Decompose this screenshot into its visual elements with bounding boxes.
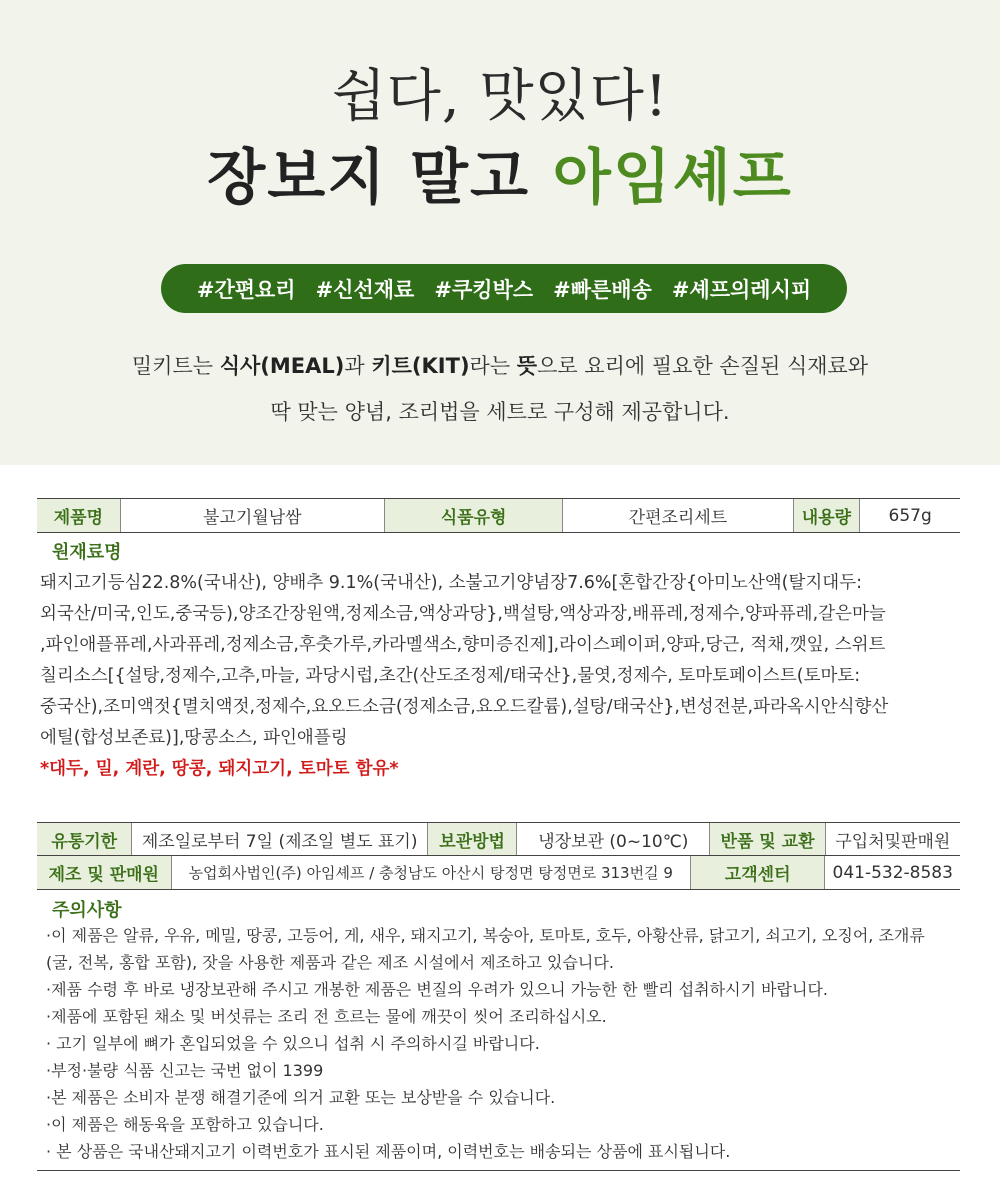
intro-emphasis: 식사(MEAL) xyxy=(219,354,345,378)
hashtag-bar xyxy=(161,264,847,313)
manufacturer-value: 농업회사법인(주) 아임셰프 / 충청남도 아산시 탕정면 탕정면로 313번길 9 xyxy=(171,856,690,889)
return-value: 구입처및판매원 xyxy=(825,823,960,855)
hero-title-main: 장보지 말고 xyxy=(207,143,553,213)
storage-info-row xyxy=(37,823,960,855)
cautions-label: 주의사항 xyxy=(52,900,122,921)
hero-title xyxy=(0,130,1000,216)
table-bottom-rule xyxy=(37,1170,960,1171)
amount-value: 657g xyxy=(859,499,960,532)
ingredients-line: ,파인애플퓨레,사과퓨레,정제소금,후춧가루,카라멜색소,향미증진제],라이스페이퍼,양파,당근, 적채,깻잎, 스위트 xyxy=(40,635,886,655)
hashtag: #쿠킹박스 xyxy=(434,277,534,302)
intro-line-2: 딱 맞는 양념, 조리법을 세트로 구성해 제공합니다. xyxy=(270,400,730,424)
customer-center-label: 고객센터 xyxy=(690,856,825,889)
return-label: 반품 및 교환 xyxy=(709,823,824,855)
caution-item: (굴, 전복, 홍합 포함), 잣을 사용한 제품과 같은 제조 시설에서 제조하고 있습니다. xyxy=(46,953,614,972)
product-name-value: 불고기월남쌈 xyxy=(120,499,384,532)
hashtag: #간편요리 xyxy=(196,277,296,302)
hero-title-brand: 아임셰프 xyxy=(552,143,793,213)
intro-text: 밀키트는 xyxy=(131,354,220,378)
cautions-list xyxy=(46,922,966,1165)
caution-item: · 본 상품은 국내산돼지고기 이력번호가 표시된 제품이며, 이력번호는 배송되는 상품에 표시됩니다. xyxy=(46,1142,731,1161)
manufacturer-row xyxy=(37,856,960,889)
storage-value: 냉장보관 (0~10℃) xyxy=(516,823,709,855)
intro-emphasis: 뜻 xyxy=(516,354,538,378)
ingredients-line: 칠리소스[{설탕,정제수,고추,마늘, 과당시럽,초간(산도조정제/태국산},물엿,정제수, 토마토페이스트(토마토: xyxy=(40,666,861,686)
intro-text: 과 xyxy=(344,354,372,378)
hashtag: #셰프의레시피 xyxy=(671,277,812,302)
manufacturer-label: 제조 및 판매원 xyxy=(37,856,171,889)
intro-emphasis: 키트(KIT) xyxy=(371,354,470,378)
table-rule xyxy=(37,889,960,890)
caution-item: ·이 제품은 해동육을 포함하고 있습니다. xyxy=(46,1115,324,1134)
amount-label: 내용량 xyxy=(793,499,860,532)
ingredients-line: 에틸(합성보존료)],땅콩소스, 파인애플링 xyxy=(40,728,348,748)
food-type-label: 식품유형 xyxy=(384,499,562,532)
ingredients-line: 중국산),조미액젓{멸치액젓,정제수,요오드소금(정제소금,요오드칼륨),설탕/태국산},변성전분,파라옥시안식향산 xyxy=(40,697,889,717)
shelf-life-label: 유통기한 xyxy=(37,823,131,855)
ingredients-label: 원재료명 xyxy=(52,542,122,563)
intro-text: 으로 요리에 필요한 손질된 식재료와 xyxy=(537,354,869,378)
hashtag: #빠른배송 xyxy=(553,277,652,302)
shelf-life-value: 제조일로부터 7일 (제조일 별도 표기) xyxy=(131,823,426,855)
customer-center-phone: 041-532-8583 xyxy=(824,856,960,889)
caution-item: ·본 제품은 소비자 분쟁 해결기준에 의거 교환 또는 보상받을 수 있습니다. xyxy=(46,1088,556,1107)
caution-item: · 고기 일부에 뼈가 혼입되었을 수 있으니 섭취 시 주의하시길 바랍니다. xyxy=(46,1034,540,1053)
caution-item: ·제품 수령 후 바로 냉장보관해 주시고 개봉한 제품은 변질의 우려가 있으니 가능한 한 빨리 섭취하시기 바랍니다. xyxy=(46,980,828,999)
intro-line-1 xyxy=(0,350,1000,380)
caution-item: ·부정·불량 식품 신고는 국번 없이 1399 xyxy=(46,1061,324,1080)
storage-label: 보관방법 xyxy=(427,823,517,855)
ingredients-text xyxy=(40,568,960,785)
ingredients-line: 돼지고기등심22.8%(국내산), 양배추 9.1%(국내산), 소불고기양념장7.6%[혼합간장{아미노산액(탈지대두: xyxy=(40,573,862,593)
product-info-row xyxy=(37,499,960,532)
hero-banner xyxy=(0,0,1000,465)
hashtag: #신선재료 xyxy=(315,277,415,302)
hero-tagline: 쉽다, 맛있다! xyxy=(331,64,669,129)
food-type-value: 간편조리세트 xyxy=(562,499,792,532)
product-name-label: 제품명 xyxy=(37,499,120,532)
caution-item: ·이 제품은 알류, 우유, 메밀, 땅콩, 고등어, 게, 새우, 돼지고기, 복숭아, 토마토, 호두, 아황산류, 닭고기, 쇠고기, 오징어, 조개류 xyxy=(46,926,925,945)
allergy-notice: *대두, 밀, 계란, 땅콩, 돼지고기, 토마토 함유* xyxy=(40,759,399,779)
intro-text: 라는 xyxy=(469,354,517,378)
table-rule xyxy=(37,532,960,533)
caution-item: ·제품에 포함된 채소 및 버섯류는 조리 전 흐르는 물에 깨끗이 씻어 조리하십시오. xyxy=(46,1007,607,1026)
ingredients-line: 외국산/미국,인도,중국등),양조간장원액,정제소금,액상과당},백설탕,액상과장,배퓨레,정제수,양파퓨레,갈은마늘 xyxy=(40,604,886,624)
